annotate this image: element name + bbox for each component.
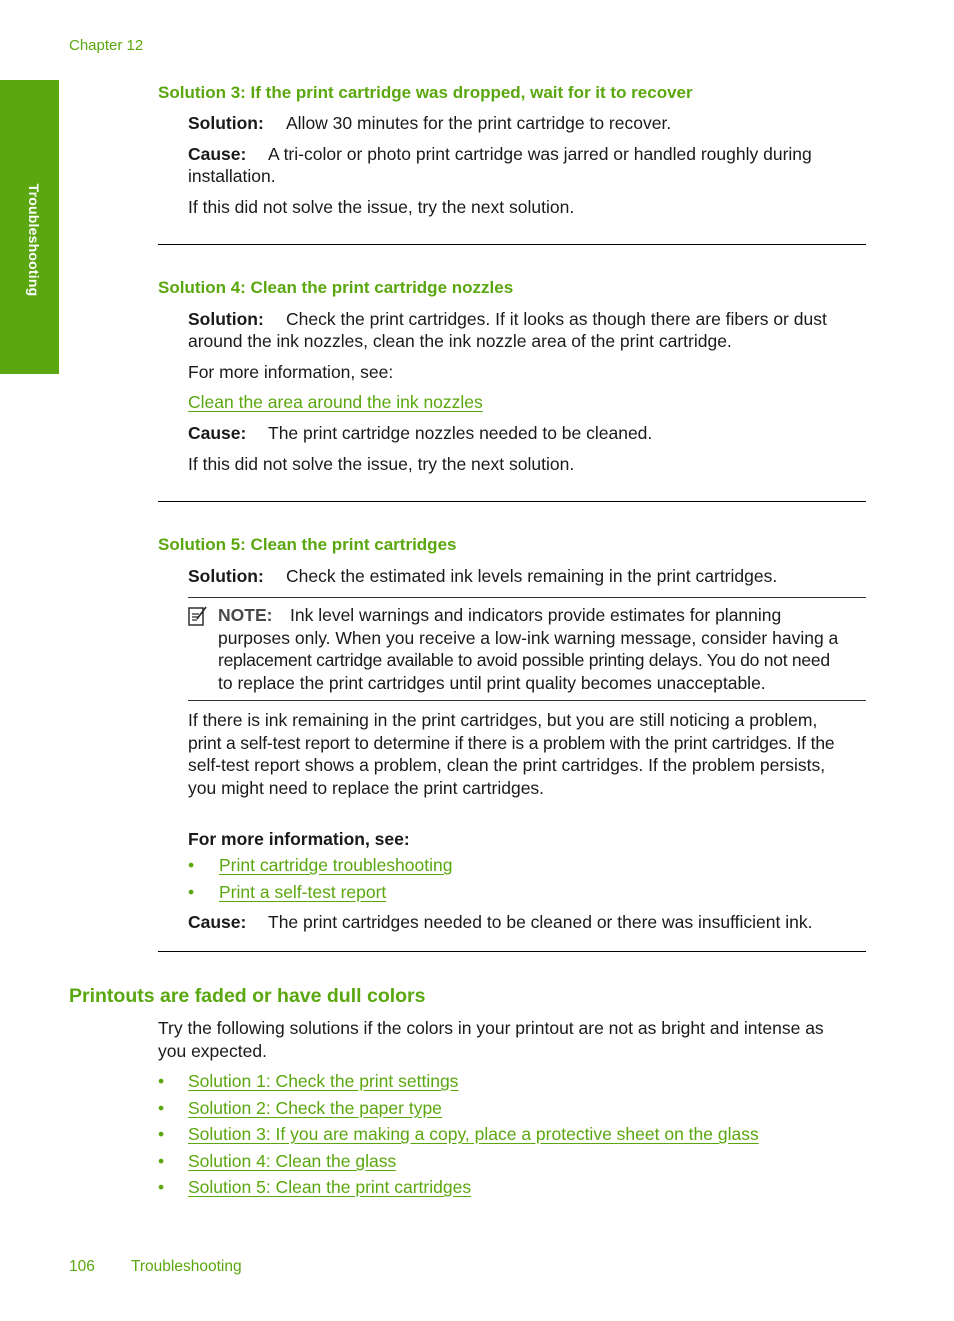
- faded-intro-line2: you expected.: [158, 1041, 267, 1061]
- solution5-heading: Solution 5: Clean the print cartridges: [158, 535, 457, 554]
- solution3-cause: [188, 143, 812, 166]
- solution4-solution: [188, 308, 827, 331]
- solution4-solution-cont: around the ink nozzles, clean the ink nozzle area of the print cartridge.: [188, 331, 732, 351]
- divider: [158, 501, 866, 502]
- note-label: NOTE:: [218, 605, 273, 625]
- divider: [158, 951, 866, 952]
- print-cartridge-troubleshooting-link[interactable]: Print cartridge troubleshooting: [219, 855, 453, 875]
- side-tab: [0, 80, 59, 374]
- cause-text: A tri-color or photo print cartridge was jarred or handled roughly during: [268, 144, 812, 164]
- bullet: •: [188, 855, 195, 875]
- solution4-cause: [188, 422, 652, 445]
- solution-text: Allow 30 minutes for the print cartridge to recover.: [286, 113, 672, 133]
- solution1-link[interactable]: Solution 1: Check the print settings: [188, 1071, 459, 1091]
- solution3-solution: [188, 112, 671, 135]
- cause-label: Cause:: [188, 423, 247, 443]
- solution3-heading: Solution 3: If the print cartridge was dropped, wait for it to recover: [158, 83, 693, 102]
- note-line3: replacement cartridge available to avoid possible printing delays. You do not need: [218, 650, 830, 670]
- footer-section: Troubleshooting: [131, 1258, 242, 1275]
- cause-label: Cause:: [188, 912, 247, 932]
- note-top-rule: [188, 597, 866, 598]
- bullet: •: [158, 1098, 165, 1118]
- clean-nozzles-link[interactable]: Clean the area around the ink nozzles: [188, 392, 483, 412]
- faded-heading: Printouts are faded or have dull colors: [69, 985, 426, 1007]
- solution5-para-line3: self-test report shows a problem, clean the print cartridges. If the problem persists,: [188, 755, 826, 775]
- solution3-cause-cont: installation.: [188, 166, 276, 186]
- solution-text: Check the estimated ink levels remaining in the print cartridges.: [286, 566, 778, 586]
- solution-label: Solution:: [188, 566, 264, 586]
- note-line4: to replace the print cartridges until print quality becomes unacceptable.: [218, 673, 766, 693]
- note-line2: purposes only. When you receive a low-ink warning message, consider having a: [218, 628, 839, 648]
- chapter-label: Chapter 12: [69, 37, 144, 54]
- note-bottom-rule: [188, 700, 866, 701]
- note-text: Ink level warnings and indicators provide estimates for planning: [290, 605, 782, 625]
- solution5-para-line2: print a self-test report to determine if there is a problem with the print cartridges. If the: [188, 733, 835, 753]
- bullet: •: [158, 1151, 165, 1171]
- solution5-link[interactable]: Solution 5: Clean the print cartridges: [188, 1177, 472, 1197]
- cause-text: The print cartridge nozzles needed to be cleaned.: [268, 423, 653, 443]
- solution5-more-info: For more information, see:: [188, 829, 410, 849]
- bullet: •: [188, 882, 195, 902]
- print-self-test-report-link[interactable]: Print a self-test report: [219, 882, 387, 902]
- solution4-more-info: For more information, see:: [188, 362, 394, 382]
- solution4-next: If this did not solve the issue, try the next solution.: [188, 454, 575, 474]
- solution5-para-line4: you might need to replace the print cartridges.: [188, 778, 545, 798]
- side-tab-label: Troubleshooting: [26, 183, 42, 297]
- faded-intro-line1: Try the following solutions if the colors in your printout are not as bright and intense as: [158, 1018, 824, 1038]
- solution-text: Check the print cartridges. If it looks as though there are fibers or dust: [286, 309, 827, 329]
- solution-label: Solution:: [188, 309, 264, 329]
- cause-text: The print cartridges needed to be cleaned or there was insufficient ink.: [268, 912, 813, 932]
- solution4-heading: Solution 4: Clean the print cartridge nozzles: [158, 278, 514, 297]
- bullet: •: [158, 1071, 165, 1091]
- solution-label: Solution:: [188, 113, 264, 133]
- note-line1: [218, 604, 781, 627]
- solution5-cause: [188, 911, 812, 934]
- divider: [158, 244, 866, 245]
- cause-label: Cause:: [188, 144, 247, 164]
- solution5-para-line1: If there is ink remaining in the print cartridges, but you are still noticing a problem,: [188, 710, 818, 730]
- solution3-next: If this did not solve the issue, try the next solution.: [188, 197, 575, 217]
- page-number: 106: [69, 1258, 95, 1275]
- note-icon: [188, 605, 208, 627]
- bullet: •: [158, 1177, 165, 1197]
- bullet: •: [158, 1124, 165, 1144]
- solution5-solution: [188, 565, 777, 588]
- solution4-link[interactable]: Solution 4: Clean the glass: [188, 1151, 397, 1171]
- solution3-link[interactable]: Solution 3: If you are making a copy, place a protective sheet on the glass: [188, 1124, 759, 1144]
- solution2-link[interactable]: Solution 2: Check the paper type: [188, 1098, 442, 1118]
